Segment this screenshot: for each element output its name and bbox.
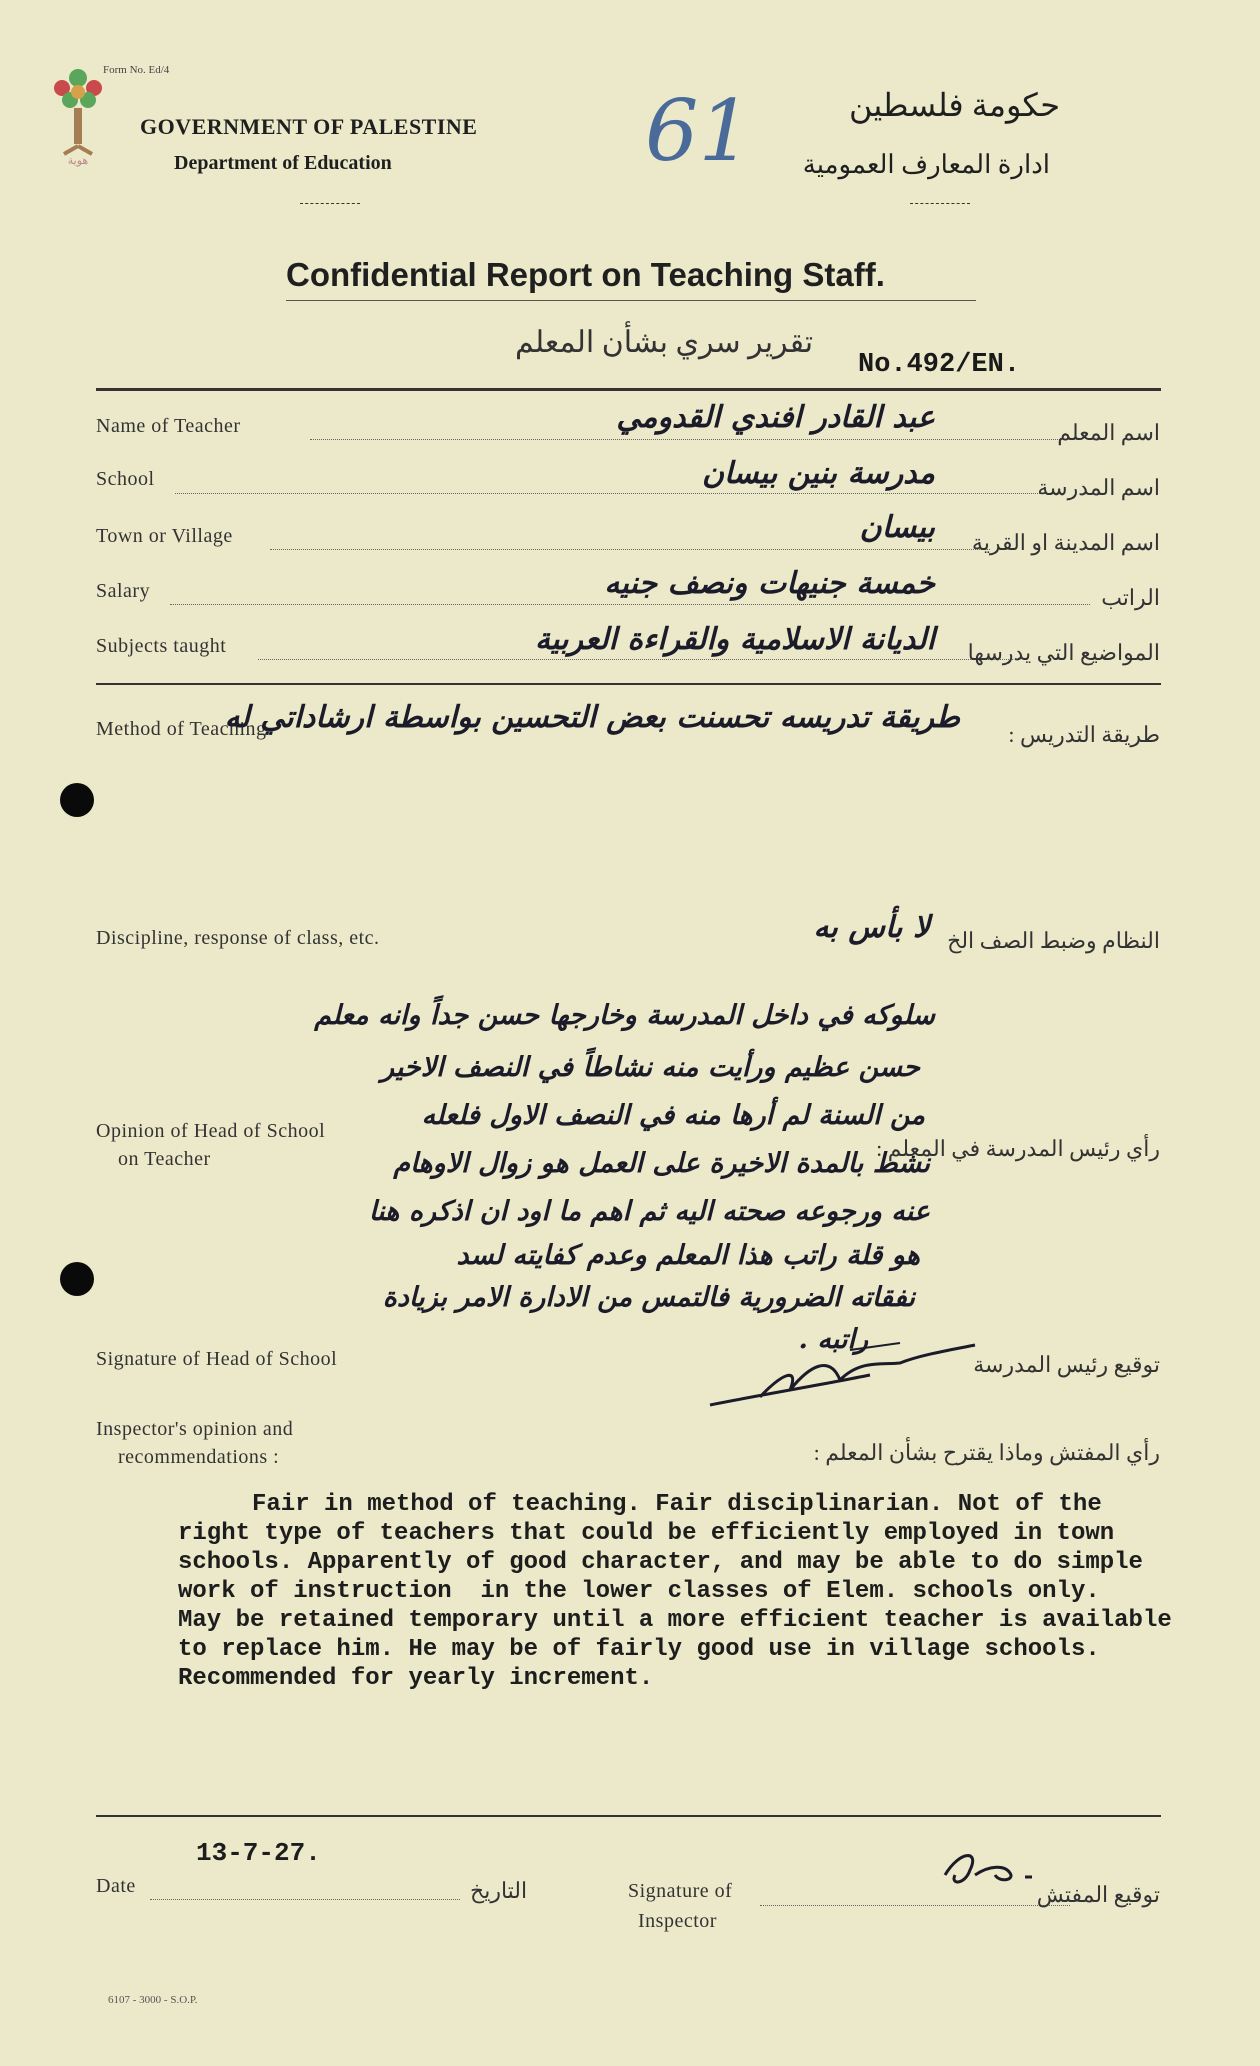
inspector-signature-label: Signature of	[628, 1880, 733, 1902]
report-title: Confidential Report on Teaching Staff.	[286, 256, 885, 293]
field-label-name: Name of Teacher	[96, 415, 241, 437]
opinion-line: عنه ورجوعه صحته اليه ثم اهم ما اود ان اذكره هنا	[368, 1196, 930, 1227]
field-label-subjects: Subjects taught	[96, 635, 227, 657]
opinion-line: سلوكه في داخل المدرسة وخارجها حسن جداً وانه معلم	[314, 1000, 935, 1031]
field-label-name-ar: اسم المعلم	[1057, 420, 1160, 445]
title-underline	[286, 300, 976, 301]
inspector-text-line: work of instruction in the lower classes of Elem. schools only.	[178, 1578, 1100, 1605]
report-number: No.492/EN.	[858, 350, 1021, 380]
divider	[96, 388, 1161, 391]
signature-head-label-ar: توقيع رئيس المدرسة	[973, 1352, 1160, 1377]
dotted-line	[258, 658, 1013, 660]
opinion-line: حسن عظيم ورأيت منه نشاطاً في النصف الاخير	[380, 1052, 920, 1083]
government-title-ar: حكومة فلسطين	[849, 87, 1060, 123]
inspector-text-line: Recommended for yearly increment.	[178, 1665, 654, 1692]
inspector-text-line: May be retained temporary until a more efficient teacher is available	[178, 1607, 1172, 1634]
opinion-label: Opinion of Head of School	[96, 1120, 326, 1142]
handwritten-number-icon	[640, 70, 770, 190]
field-label-salary-ar: الراتب	[1101, 585, 1160, 610]
inspector-text-line: right type of teachers that could be efficiently employed in town	[178, 1520, 1115, 1547]
method-value: طريقة تدريسه تحسنت بعض التحسين بواسطة ارشاداتي له	[224, 700, 960, 735]
opinion-line: راتبه .	[798, 1324, 868, 1355]
field-value-school: مدرسة بنين بيسان	[701, 456, 935, 491]
dotted-line	[270, 548, 990, 550]
field-label-town: Town or Village	[96, 525, 233, 547]
inspector-signature-label-2: Inspector	[638, 1910, 717, 1932]
dotted-line	[175, 492, 1060, 494]
date-value: 13-7-27.	[196, 1838, 321, 1868]
inspector-label-ar: رأي المفتش وماذا يقترح بشأن المعلم :	[813, 1440, 1160, 1465]
opinion-line: نشط بالمدة الاخيرة على العمل هو زوال الاوهام	[393, 1148, 930, 1179]
date-label-ar: التاريخ	[470, 1878, 528, 1903]
dotted-line	[150, 1898, 460, 1900]
field-label-school-ar: اسم المدرسة	[1037, 475, 1160, 500]
ornament-dash	[300, 203, 360, 206]
opinion-line: نفقاته الضرورية فالتمس من الادارة الامر بزيادة	[382, 1282, 915, 1313]
inspector-text-line: to replace him. He may be of fairly good use in village schools.	[178, 1636, 1100, 1663]
inspector-label: Inspector's opinion and	[96, 1418, 294, 1440]
field-label-school: School	[96, 468, 155, 490]
field-label-salary: Salary	[96, 580, 151, 602]
punch-hole-icon	[60, 1262, 94, 1296]
field-value-salary: خمسة جنيهات ونصف جنيه	[604, 566, 935, 601]
head-signature-icon	[700, 1335, 980, 1415]
dotted-line	[310, 438, 1060, 440]
method-label: Method of Teaching	[96, 718, 267, 740]
method-label-ar: طريقة التدريس :	[1008, 722, 1160, 747]
svg-text:هوية: هوية	[67, 154, 89, 167]
ornament-dash	[910, 203, 970, 204]
field-value-town: بيسان	[859, 510, 935, 545]
discipline-value: لا بأس به	[813, 910, 930, 945]
field-value-subjects: الديانة الاسلامية والقراءة العربية	[534, 622, 935, 657]
print-code: 6107 - 3000 - S.O.P.	[108, 1994, 198, 2006]
field-label-subjects-ar: المواضيع التي يدرسها	[967, 640, 1160, 665]
date-label: Date	[96, 1875, 136, 1897]
inspector-text-line: schools. Apparently of good character, and may be able to do simple	[178, 1549, 1143, 1576]
field-label-town-ar: اسم المدينة او القرية	[971, 530, 1160, 555]
form-number: Form No. Ed/4	[103, 64, 170, 76]
report-title-ar: تقرير سري بشأن المعلم	[515, 326, 814, 359]
field-value-name: عبد القادر افندي القدومي	[616, 400, 935, 435]
divider	[96, 683, 1161, 685]
inspector-label-2: recommendations :	[118, 1446, 280, 1468]
opinion-line: من السنة لم أرها منه في النصف الاول فلعله	[421, 1100, 925, 1131]
government-title-en: GOVERNMENT OF PALESTINE	[140, 114, 478, 139]
svg-text:61: 61	[645, 82, 752, 180]
divider	[96, 1815, 1161, 1817]
handwritten-page-number	[640, 70, 770, 190]
department-title-en: Department of Education	[174, 152, 392, 174]
signature-head-label: Signature of Head of School	[96, 1348, 338, 1370]
punch-hole-icon	[60, 783, 94, 817]
opinion-label-ar: رأي رئيس المدرسة في المعلم :	[876, 1136, 1160, 1161]
opinion-label-2: on Teacher	[118, 1148, 211, 1170]
dotted-line	[760, 1904, 1070, 1906]
discipline-label-ar: النظام وضبط الصف الخ	[947, 928, 1160, 953]
inspector-text-line: Fair in method of teaching. Fair disciplinarian. Not of the	[252, 1491, 1102, 1518]
discipline-label: Discipline, response of class, etc.	[96, 927, 380, 949]
department-title-ar: ادارة المعارف العمومية	[802, 150, 1050, 179]
dotted-line	[170, 603, 1090, 605]
opinion-line: هو قلة راتب هذا المعلم وعدم كفايته لسد	[456, 1240, 920, 1271]
inspector-signature-label-ar: توقيع المفتش	[1036, 1882, 1160, 1907]
